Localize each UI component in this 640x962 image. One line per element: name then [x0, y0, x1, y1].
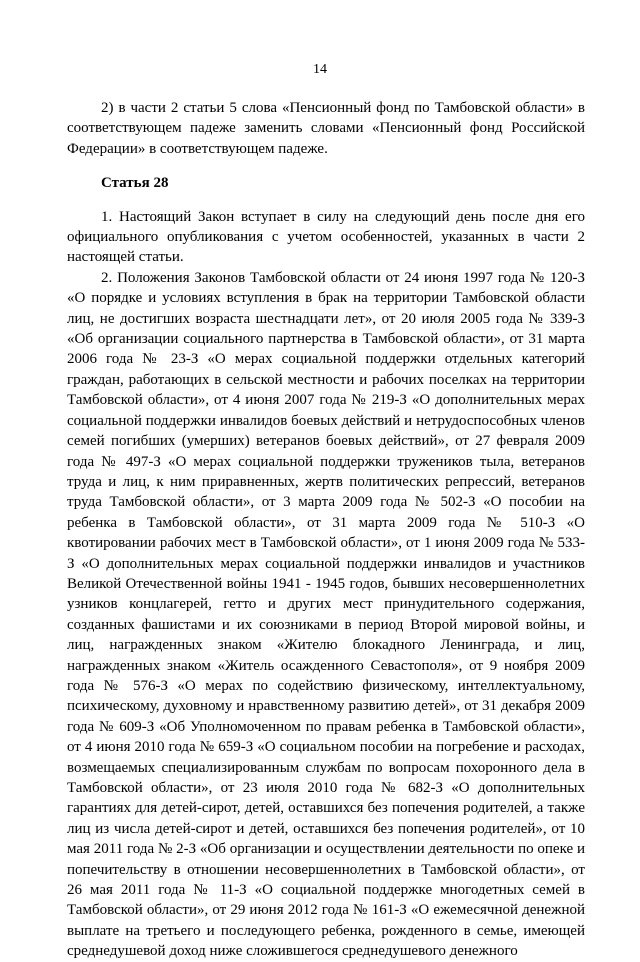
paragraph-laws-list: 2. Положения Законов Тамбовской области от 24 июня 1997 года № 120-З «О порядке и условиях вступления в брак на территории Тамбовской области лиц, не достигших возраста шестнадцати лет», от 20 июля 2005 года № 339-З «Об организации социального партнерства в Тамбовской области», от 31 марта 2006 года № 23-З «О мерах социальной поддержки отдельных категорий граждан, работающих в сельской местности и рабочих поселках на территории Тамбовской области», от 4 июня 2007 года № 219-З «О дополнительных мерах социальной поддержки инвалидов боевых действий и нетрудоспособных членов семей погибших (умерших) ветеранов боевых действий», от 27 февраля 2009 года № 497-З «О мерах социальной поддержки тружеников тыла, ветеранов труда и лиц, к ним приравненных, жертв политических репрессий, ветеранов труда Тамбовской области», от 3 марта 2009 года № 502-З «О пособии на ребенка в Тамбовской области», от 31 марта 2009 года № 510-З «О квотировании рабочих мест в Тамбовской области», от 1 июня 2009 года № 533-З «О дополнительных мерах социальной поддержки инвалидов и участников Великой Отечественной войны 1941 - 1945 годов, бывших несовершеннолетних узников концлагерей, гетто и других мест принудительного содержания, созданных фашистами и их союзниками в период Второй мировой войны, и лиц, награжденных знаком «Жителю блокадного Ленинграда, и лиц, награжденных знаком «Житель осажденного Севастополя», от 9 ноября 2009 года № 576-З «О мерах по содействию физическому, интеллектуальному, психическому, духовному и нравственному развитию детей», от 31 декабря 2009 года № 609-З «Об Уполномоченном по правам ребенка в Тамбовской области», от 4 июня 2010 года № 659-З «О социальном пособии на погребение и расходах, возмещаемых специализированным службам по вопросам похоронного дела в Тамбовской области», от 23 июля 2010 года № 682-З «О дополнительных гарантиях для детей-сирот, детей, оставшихся без попечения родителей, а также лиц из числа детей-сирот и детей, оставшихся без попечения родителей», от 10 мая 2011 года № 2-З «Об организации и осуществлении деятельности по опеке и попечительству в отношении несовершеннолетних в Тамбовской области», от 26 мая 2011 года № 11-З «О социальной поддержке многодетных семей в Тамбовской области», от 29 июня 2012 года № 161-З «О ежемесячной денежной выплате на третьего и последующего ребенка, рожденного в семье, имеющей среднедушевой доход ниже сложившегося среднедушевого денежного — [67, 269, 585, 960]
paragraph-entry-into-force: 1. Настоящий Закон вступает в силу на следующий день после дня его официального опубликования с учетом особенностей, указанных в части 2 настоящей статьи. — [67, 208, 585, 266]
paragraph-amendment: 2) в части 2 статьи 5 слова «Пенсионный фонд по Тамбовской области» в соответствующем падеже заменить словами «Пенсионный фонд Российской Федерации» в соответствующем падеже. — [67, 100, 585, 157]
article-heading: Статья 28 — [101, 175, 169, 192]
document-body — [67, 98, 585, 962]
page-number: 14 — [313, 62, 327, 77]
